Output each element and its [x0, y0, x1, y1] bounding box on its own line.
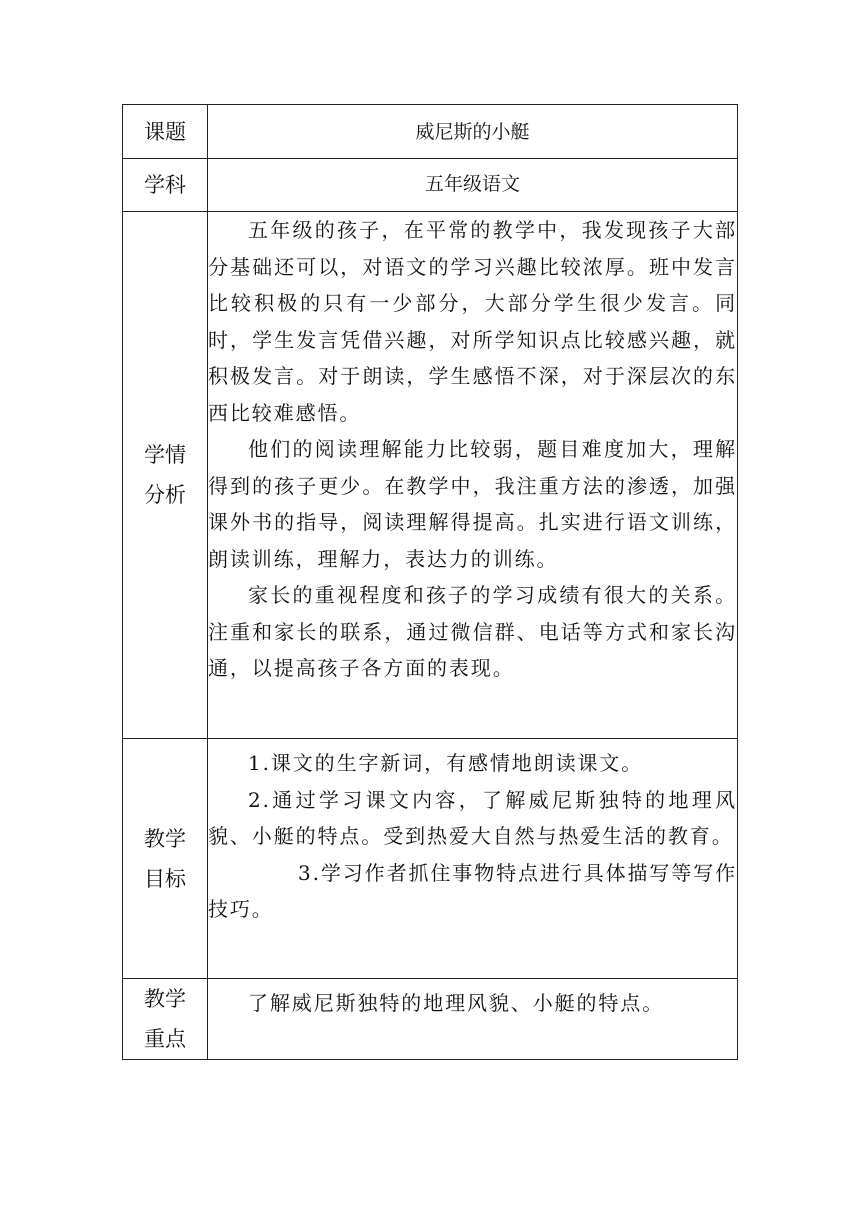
- analysis-label-line1: 学情: [144, 443, 186, 467]
- lesson-plan-table: [122, 104, 738, 1060]
- subject-label: 学科: [123, 159, 208, 212]
- key-points-label-line2: 重点: [144, 1027, 186, 1051]
- title-label: 课题: [123, 105, 208, 159]
- goals-label-line2: 目标: [144, 866, 186, 891]
- analysis-content: [208, 212, 738, 739]
- title-row: [123, 105, 738, 159]
- goals-content: [208, 739, 738, 979]
- key-points-label-line1: 教学: [144, 987, 186, 1011]
- key-points-value: 了解威尼斯独特的地理风貌、小艇的特点。: [248, 991, 665, 1015]
- analysis-paragraph: 五年级的孩子，在平常的教学中，我发现孩子大部分基础还可以，对语文的学习兴趣比较浓厚。班中发言比较积极的只有一少部分，大部分学生很少发言。同时，学生发言凭借兴趣，对所学知识点比较感兴趣，就积极发言。对于朗读，学生感悟不深，对于深层次的东西比较难感悟。: [208, 218, 737, 425]
- analysis-label-line2: 分析: [144, 483, 186, 507]
- key-points-content: [208, 979, 738, 1060]
- analysis-label: [123, 212, 208, 739]
- goals-row: [123, 739, 738, 979]
- analysis-row: [123, 212, 738, 739]
- title-value: 威尼斯的小艇: [208, 105, 738, 159]
- goal-item: 1.课文的生字新词，有感情地朗读课文。: [248, 751, 644, 775]
- analysis-paragraph: 他们的阅读理解能力比较弱，题目难度加大，理解得到的孩子更少。在教学中，我注重方法的渗透，加强课外书的指导，阅读理解得提高。扎实进行语文训练，朗读训练，理解力，表达力的训练。: [208, 437, 737, 571]
- analysis-paragraph: 家长的重视程度和孩子的学习成绩有很大的关系。注重和家长的联系，通过微信群、电话等方式和家长沟通，以提高孩子各方面的表现。: [208, 583, 737, 680]
- subject-row: [123, 159, 738, 212]
- goal-item: 2.通过学习课文内容，了解威尼斯独特的地理风貌、小艇的特点。受到热爱大自然与热爱生活的教育。: [208, 787, 737, 848]
- goal-item: 3.学习作者抓住事物特点进行具体描写等写作技巧。: [208, 860, 737, 921]
- subject-value: 五年级语文: [208, 159, 738, 212]
- goals-label: [123, 739, 208, 979]
- key-points-label: [123, 979, 208, 1060]
- key-points-row: [123, 979, 738, 1060]
- goals-label-line1: 教学: [144, 826, 186, 851]
